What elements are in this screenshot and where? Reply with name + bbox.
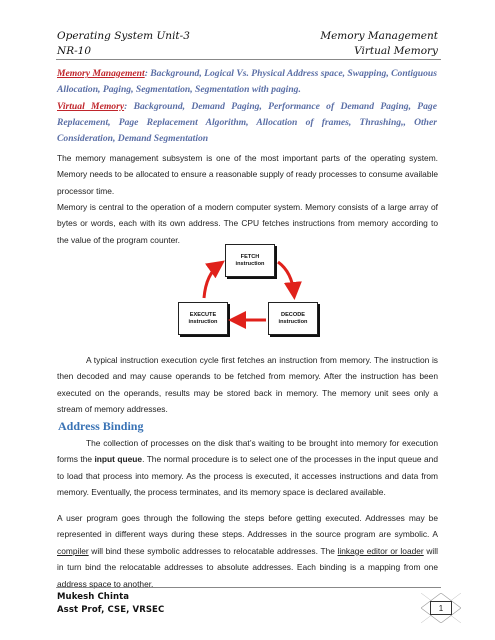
section-heading-address-binding: Address Binding xyxy=(58,419,144,433)
binding-text-part2: will bind these symbolic addresses to relocatable addresses. The xyxy=(88,545,338,556)
header-course-title: Operating System Unit-3 xyxy=(57,30,190,42)
topic-label: Virtual Memory xyxy=(57,101,125,112)
intro-paragraph-2: Memory is central to the operation of a modern computer system. Memory consists of a large array of bytes or words, each with its own address. The CPU fetches instructions from memory according to the value of the program counter. xyxy=(57,202,438,245)
input-queue-term: input queue xyxy=(94,454,143,465)
footer-rule xyxy=(56,587,441,588)
decode-subtitle: instruction xyxy=(278,318,308,325)
header-chapter-title: Memory Management xyxy=(320,30,438,42)
cycle-paragraph: A typical instruction execution cycle first fetches an instruction from memory. The instruction is then decoded and may cause operands to be fetched from memory. After the instruction has been executed on the operands, results may be stored back in memory. The memory unit sees only a stream of memory addresses. xyxy=(57,355,438,415)
cycle-arrows xyxy=(170,236,330,348)
header-regulation: NR-10 xyxy=(57,45,92,57)
execute-subtitle: instruction xyxy=(188,318,218,325)
footer-author: Mukesh Chinta xyxy=(57,592,130,602)
binding-text-part3: will in turn bind the relocatable addresses to absolute addresses. Each binding is a mapping from one address space to another. xyxy=(57,545,438,589)
topic-memory-management xyxy=(57,66,437,98)
arrow-execute-to-fetch xyxy=(204,264,220,298)
page-number: 1 xyxy=(430,601,452,615)
compiler-link[interactable]: compiler xyxy=(57,545,89,556)
decode-title: DECODE xyxy=(281,311,305,318)
instruction-cycle-diagram xyxy=(170,236,330,348)
topic-text: : Background, Logical Vs. Physical Address space, Swapping, Contiguous Allocation, Paging, Segmentation, Segmentation with paging. xyxy=(57,68,437,95)
fetch-title: FETCH xyxy=(240,253,260,260)
execute-title: EXECUTE xyxy=(189,311,217,318)
binding-paragraph-1 xyxy=(57,435,438,501)
binding-paragraph-2 xyxy=(57,510,438,592)
topic-virtual-memory xyxy=(57,99,437,147)
intro-paragraph-1: The memory management subsystem is one of the most important parts of the operating system. Memory needs to be allocated to ensure a reasonable supply of ready processes to consume available processor time. xyxy=(57,153,438,196)
footer-position: Asst Prof, CSE, VRSEC xyxy=(57,605,165,615)
binding-text-before: The collection of processes on the disk that’s waiting to be brought into memory for execution forms the xyxy=(57,438,438,465)
header-rule xyxy=(56,59,441,60)
arrow-fetch-to-decode xyxy=(278,262,294,294)
topic-label: Memory Management xyxy=(57,68,145,79)
linkage-editor-link[interactable]: linkage editor or loader xyxy=(337,545,424,556)
binding-text-after: . The normal procedure is to select one of the processes in the input queue and to load that process into memory. As the process is executed, it accesses instructions and data from memory. Eventually, the process terminates, and its memory space is declared available. xyxy=(57,454,438,498)
fetch-subtitle: instruction xyxy=(235,260,265,267)
binding-text-part1: A user program goes through the following the steps before getting executed. Addresses may be represented in different ways during these steps. Addresses in the source program are symbolic. A xyxy=(57,513,438,540)
header-section-title: Virtual Memory xyxy=(354,45,438,57)
topic-text: : Background, Demand Paging, Performance of Demand Paging, Page Replacement, Page Replacement Algorithm, Allocation of frames, Thrashing,, Other Consideration, Demand Segmentation xyxy=(57,101,437,144)
